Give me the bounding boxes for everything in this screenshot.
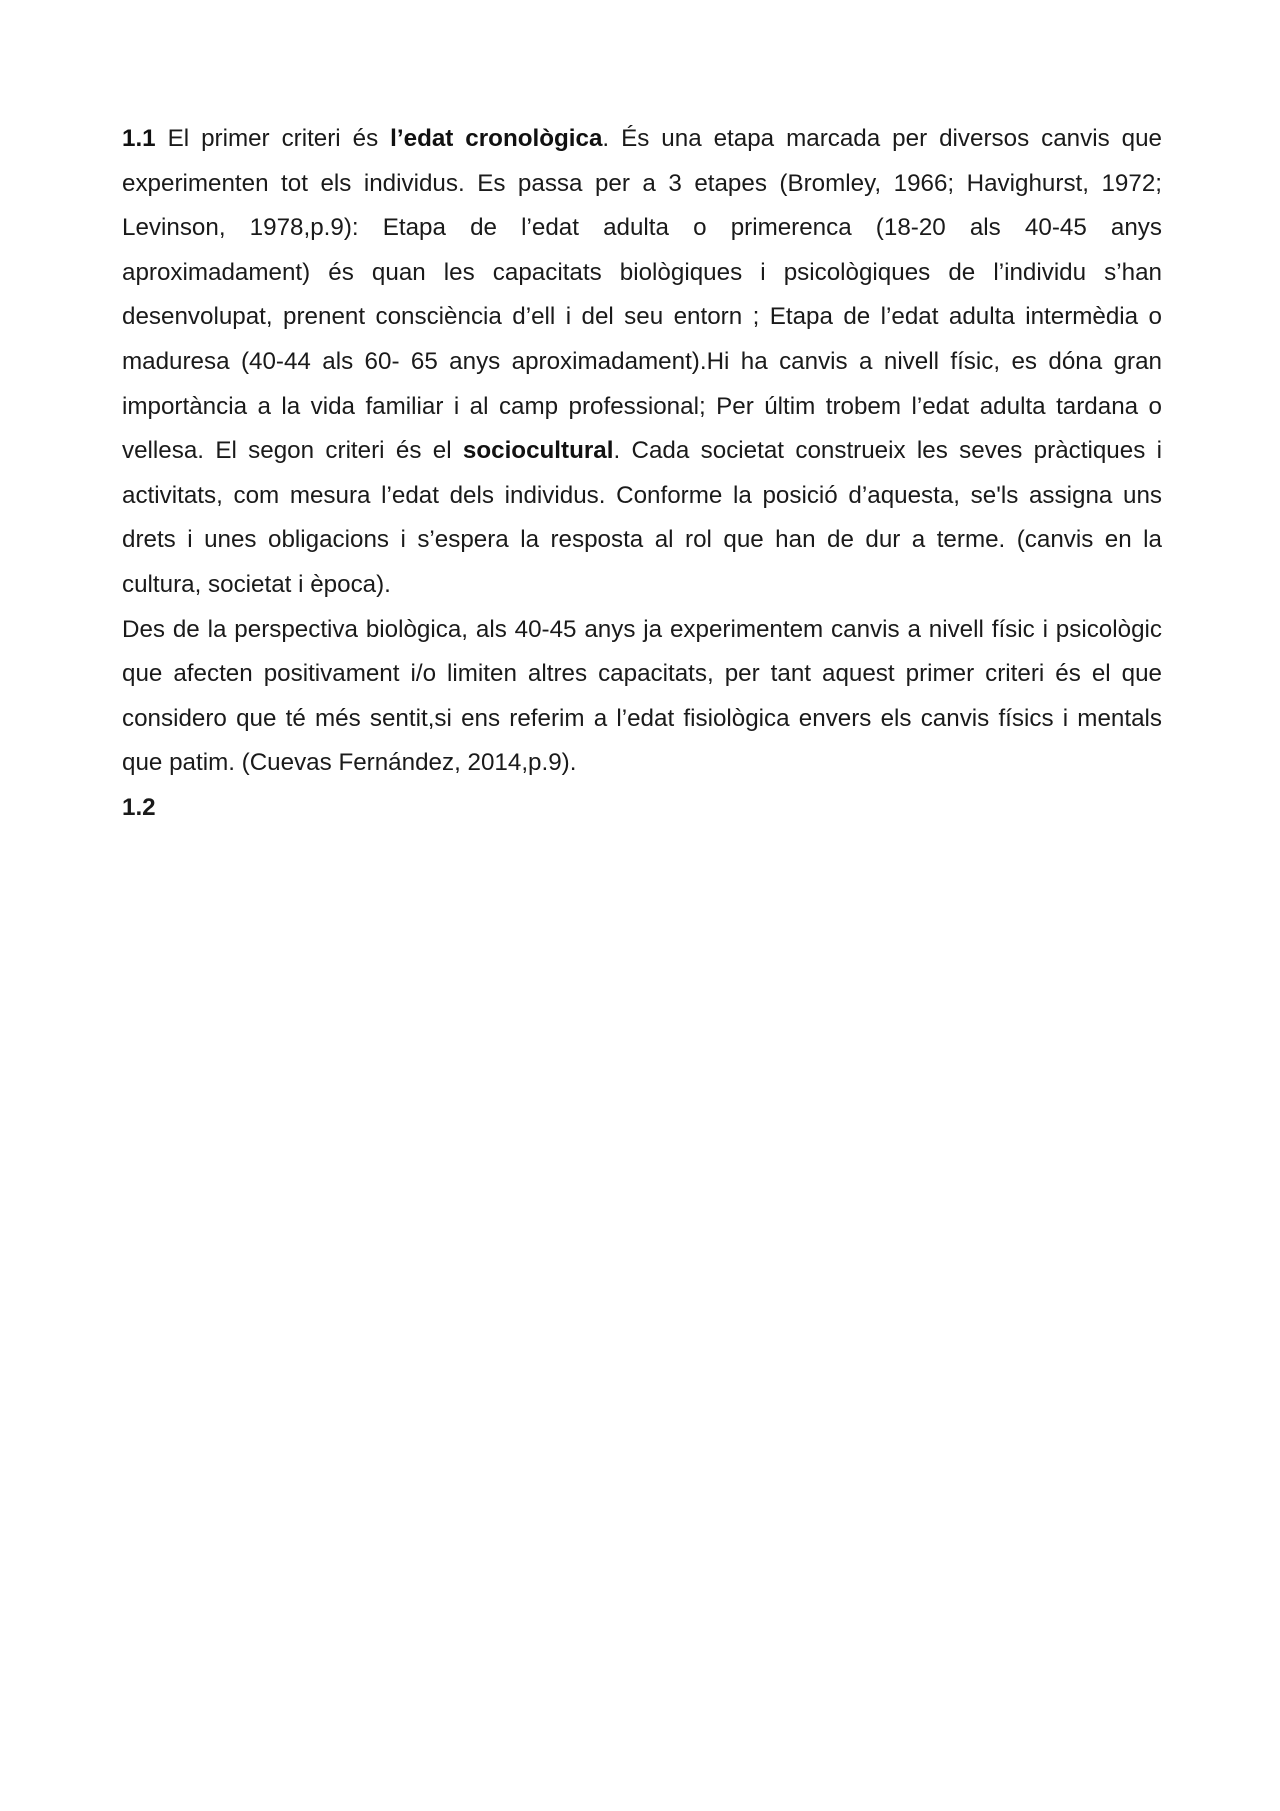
paragraph-1-1 [122, 117, 1162, 608]
term-sociocultural: sociocultural [462, 437, 614, 465]
document-body [122, 117, 1162, 831]
paragraph-1-1-text-b: . És una etapa marcada per diversos canvis que experimenten tot els individus. Es passa per a 3 etapes (Bromley, 1966; Havighurst, 1972; Levinson, 1978,p.9): Etapa de l’edat adulta o primerenca (18-20 als 40-45 anys aproximadament) és quan les capacitats biològiques i psicològiques de l’individu s’han desenvolupat, prenent consciència d’ell i del seu entorn ; Etapa de l’edat adulta intermèdia o maduresa (40-44 als 60- 65 anys aproximadament).Hi ha canvis a nivell físic, es dóna gran importància a la vida familiar i al camp professional; Per últim trobem l’edat adulta tardana o vellesa. El segon criteri és el [122, 125, 1163, 465]
paragraph-1-1-text-c: . Cada societat construeix les seves pràctiques i activitats, com mesura l’edat dels individus. Conforme la posició d’aquesta, se'ls assigna uns drets i unes obligacions i s’espera la resposta al rol que han de dur a terme. (canvis en la cultura, societat i època). [122, 437, 1162, 598]
paragraph-1-1-text-a: El primer criteri és [155, 125, 391, 152]
section-number-1-1: 1.1 [122, 125, 156, 152]
paragraph-2: Des de la perspectiva biològica, als 40-45 anys ja experimentem canvis a nivell físic i psicològic que afecten positivament i/o limiten altres capacitats, per tant aquest primer criteri és el que considero que té més sentit,si ens referim a l’edat fisiològica envers els canvis físics i mentals que patim. (Cuevas Fernández, 2014,p.9). [122, 615, 1162, 777]
section-number-1-2: 1.2 [122, 793, 156, 821]
term-edat-cronologica: l’edat cronològica [390, 125, 603, 152]
